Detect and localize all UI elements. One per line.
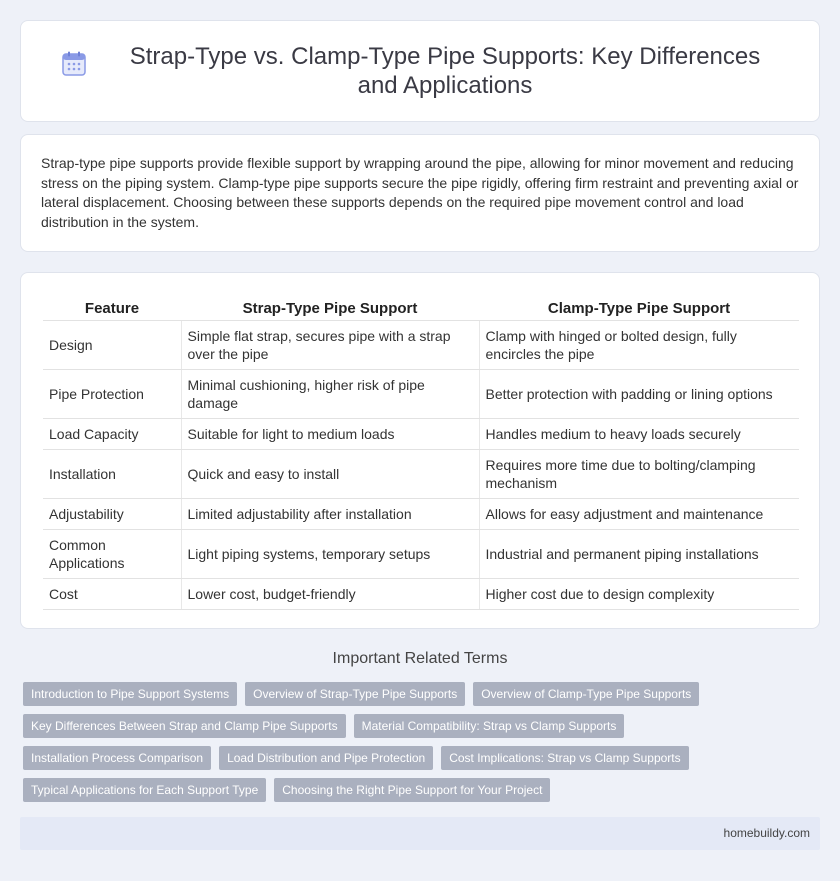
table-row	[43, 418, 799, 449]
title-card	[20, 20, 820, 122]
feature-cell: Common Applications	[43, 529, 181, 578]
table-row	[43, 449, 799, 498]
strap-cell: Suitable for light to medium loads	[181, 418, 479, 449]
clamp-cell: Higher cost due to design complexity	[479, 578, 799, 609]
page-title: Strap-Type vs. Clamp-Type Pipe Supports: Key Differences and Applications	[129, 43, 761, 99]
clamp-cell: Handles medium to heavy loads securely	[479, 418, 799, 449]
clamp-cell: Better protection with padding or lining options	[479, 369, 799, 418]
feature-cell: Adjustability	[43, 498, 181, 529]
footer-site-link[interactable]: homebuildy.com	[723, 826, 810, 840]
title-wrap	[60, 42, 780, 100]
column-header-strap: Strap-Type Pipe Support	[181, 293, 479, 320]
strap-cell: Minimal cushioning, higher risk of pipe damage	[181, 369, 479, 418]
related-term-tag[interactable]: Material Compatibility: Strap vs Clamp Supports	[354, 714, 625, 738]
related-term-tag[interactable]: Key Differences Between Strap and Clamp Pipe Supports	[23, 714, 346, 738]
feature-cell: Installation	[43, 449, 181, 498]
related-terms-list	[23, 682, 823, 810]
strap-cell: Quick and easy to install	[181, 449, 479, 498]
strap-cell: Limited adjustability after installation	[181, 498, 479, 529]
related-term-tag[interactable]: Overview of Strap-Type Pipe Supports	[245, 682, 465, 706]
table-row	[43, 529, 799, 578]
clamp-cell: Requires more time due to bolting/clamping mechanism	[479, 449, 799, 498]
strap-cell: Lower cost, budget-friendly	[181, 578, 479, 609]
feature-cell: Load Capacity	[43, 418, 181, 449]
feature-cell: Design	[43, 320, 181, 369]
clamp-cell: Allows for easy adjustment and maintenance	[479, 498, 799, 529]
related-term-tag[interactable]: Introduction to Pipe Support Systems	[23, 682, 237, 706]
intro-paragraph: Strap-type pipe supports provide flexible support by wrapping around the pipe, allowing for minor movement and reducing stress on the piping system. Clamp-type pipe supports secure the pipe rigidly, offering firm restraint and preventing axial or lateral displacement. Choosing between these supports depends on the required pipe movement control and load distribution in the system.	[41, 155, 799, 230]
related-term-tag[interactable]: Choosing the Right Pipe Support for Your Project	[274, 778, 550, 802]
calendar-icon	[60, 50, 88, 78]
table-row	[43, 578, 799, 609]
intro-card	[20, 134, 820, 252]
related-term-tag[interactable]: Typical Applications for Each Support Type	[23, 778, 266, 802]
table-row	[43, 498, 799, 529]
comparison-card	[20, 272, 820, 629]
strap-cell: Simple flat strap, secures pipe with a strap over the pipe	[181, 320, 479, 369]
column-header-feature: Feature	[43, 293, 181, 320]
related-term-tag[interactable]: Cost Implications: Strap vs Clamp Supports	[441, 746, 688, 770]
feature-cell: Cost	[43, 578, 181, 609]
related-term-tag[interactable]: Installation Process Comparison	[23, 746, 211, 770]
feature-cell: Pipe Protection	[43, 369, 181, 418]
related-terms-heading: Important Related Terms	[332, 650, 508, 667]
table-row	[43, 369, 799, 418]
column-header-clamp: Clamp-Type Pipe Support	[479, 293, 799, 320]
comparison-table	[43, 293, 799, 610]
related-term-tag[interactable]: Overview of Clamp-Type Pipe Supports	[473, 682, 699, 706]
strap-cell: Light piping systems, temporary setups	[181, 529, 479, 578]
table-row	[43, 320, 799, 369]
footer	[20, 817, 820, 850]
clamp-cell: Industrial and permanent piping installations	[479, 529, 799, 578]
related-term-tag[interactable]: Load Distribution and Pipe Protection	[219, 746, 433, 770]
table-header-row	[43, 293, 799, 320]
clamp-cell: Clamp with hinged or bolted design, fully encircles the pipe	[479, 320, 799, 369]
